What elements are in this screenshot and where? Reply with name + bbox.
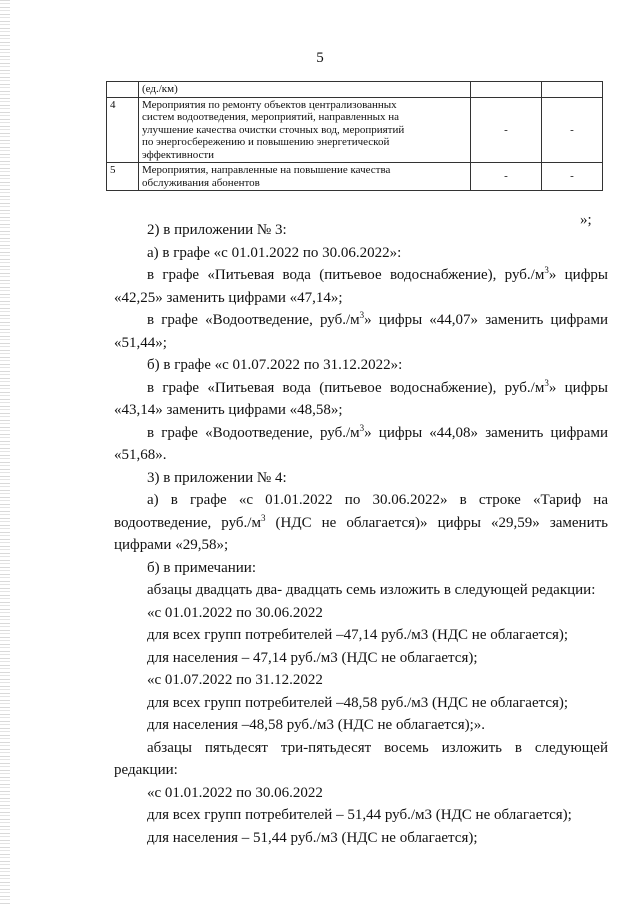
paragraph: абзацы двадцать два- двадцать семь изложить в следующей редакции: — [147, 582, 596, 598]
paragraph: для населения – 51,44 руб./м3 (НДС не облагается); — [147, 829, 478, 846]
table-row — [107, 82, 603, 98]
paragraph: в графе «Питьевая вода (питьевое водоснабжение), $руб./м^3$» цифры — [147, 265, 609, 283]
table-closing-quote: »; — [580, 212, 592, 228]
row-description-cell — [139, 163, 471, 191]
table-row — [107, 163, 603, 191]
description-line: Мероприятия по ремонту объектов централизованных — [142, 98, 397, 111]
row-value-cell: - — [471, 97, 542, 163]
paragraph: для населения –48,58 руб./м3 (НДС не облагается);». — [147, 717, 486, 733]
table-row — [107, 97, 603, 163]
paragraph: б) в примечании: — [147, 559, 256, 576]
row-number-cell: 5 — [107, 163, 139, 191]
row-number-cell — [107, 82, 139, 98]
paragraph: 2) в приложении № 3: — [147, 222, 287, 238]
paragraph: «51,44»; — [114, 334, 167, 351]
row-value-cell: - — [471, 163, 542, 191]
description-line: обслуживания абонентов — [142, 176, 260, 189]
paragraph: в графе «Водоотведение, $руб./м^3$» цифры «44,08» заменить цифрами — [147, 422, 608, 441]
paragraph: а) в графе «с 01.01.2022 по 30.06.2022»: — [147, 244, 402, 261]
paragraph: «с 01.01.2022 по 30.06.2022 — [147, 604, 323, 621]
scan-edge — [0, 0, 10, 905]
paragraph: абзацы пятьдесят три-пятьдесят восемь изложить в следующей — [147, 739, 608, 756]
paragraph: цифрами «29,58»; — [114, 537, 229, 553]
row-value-cell: - — [542, 97, 603, 163]
paragraph: для всех групп потребителей –48,58 руб./м3 (НДС не облагается); — [147, 694, 569, 711]
paragraph: для всех групп потребителей –47,14 руб./м3 (НДС не облагается); — [147, 627, 569, 643]
paragraph: «51,68». — [114, 447, 167, 463]
paragraph: «42,25» заменить цифрами «47,14»; — [114, 289, 343, 306]
description-line: (ед./км) — [142, 83, 178, 95]
paragraph: для населения – 47,14 руб./м3 (НДС не облагается); — [147, 649, 478, 666]
row-description-cell — [139, 97, 471, 163]
paragraph: для всех групп потребителей – 51,44 руб./м3 (НДС не облагается); — [147, 807, 572, 823]
paragraph: б) в графе «с 01.07.2022 по 31.12.2022»: — [147, 357, 403, 373]
row-value-cell — [542, 82, 603, 98]
paragraph: редакции: — [114, 762, 178, 778]
paragraph: а) в графе «с 01.01.2022 по 30.06.2022» в строке «Тариф на — [147, 492, 608, 508]
paragraph: в графе «Питьевая вода (питьевое водоснабжение), $руб./м^3$» цифры — [147, 377, 609, 396]
description-line: эффективности — [142, 148, 215, 161]
description-line: систем водоотведения, мероприятий, направленных на — [142, 111, 400, 123]
measures-table — [106, 81, 603, 191]
paragraph: 3) в приложении № 4: — [147, 469, 287, 486]
page-number: 5 — [316, 50, 324, 66]
row-description-cell — [139, 82, 471, 98]
row-number-cell: 4 — [107, 97, 139, 163]
paragraph: «с 01.07.2022 по 31.12.2022 — [147, 672, 323, 688]
document-body — [114, 219, 608, 849]
paragraph: в графе «Водоотведение, $руб./м^3$» цифры «44,07» заменить цифрами — [147, 310, 608, 328]
paragraph: «43,14» заменить цифрами «48,58»; — [114, 402, 343, 418]
paragraph: «с 01.01.2022 по 30.06.2022 — [147, 784, 323, 801]
row-value-cell: - — [542, 163, 603, 191]
description-line: улучшение качества очистки сточных вод, мероприятий — [142, 123, 405, 136]
paragraph: водоотведение, $руб./м^3$ (НДС не облагается)» цифры «29,59» заменить — [114, 512, 608, 531]
description-line: Мероприятия, направленные на повышение качества — [142, 164, 391, 176]
row-value-cell — [471, 82, 542, 98]
description-line: по энергосбережению и повышению энергетической — [142, 136, 390, 148]
